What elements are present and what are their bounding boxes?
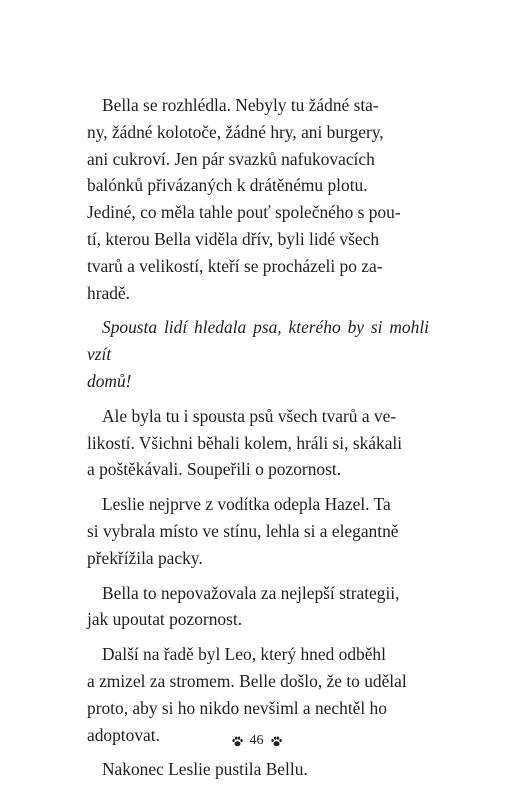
paragraph-3: Ale byla tu i spousta psů všech tvarů a ve- likostí. Všichni běhali kolem, hráli si, skákali a poštěkávali. Soupeřili o pozornost. bbox=[87, 405, 403, 480]
paragraph-5: Bella to nepovažovala za nejlepší strategii, jak upoutat pozornost. bbox=[87, 582, 400, 630]
paw-print-icon bbox=[270, 735, 283, 748]
page-number: 46 bbox=[249, 733, 264, 748]
paragraph-2: Spousta lidí hledala psa, kterého by si mohli vzít domů! bbox=[87, 317, 429, 391]
page-footer bbox=[0, 733, 513, 749]
paragraph-4: Leslie nejprve z vodítka odepla Hazel. Ta si vybrala místo ve stínu, lehla si a elegantně překřížila packy. bbox=[87, 494, 399, 568]
page-body bbox=[87, 92, 429, 791]
paragraph-1: Bella se rozhlédla. Nebyly tu žádné sta- ny, žádné kolotoče, žádné hry, ani burgery, ani cukroví. Jen pár svazků nafukovacích balónků přivázaných k drátěnému plotu. Jediné, co měla tahle pouť společného s pou- tí, kterou Bella viděla dřív, byli lidé všech tvarů a velikostí, kteří se procházeli po za- hradě. bbox=[87, 95, 401, 303]
paragraph-6: Další na řadě byl Leo, který hned odběhl a zmizel za stromem. Belle došlo, že to udělal proto, aby si ho nikdo nevšiml a nechtěl ho adoptovat. bbox=[87, 644, 407, 745]
paw-print-icon bbox=[231, 735, 244, 748]
paragraph-7: Nakonec Leslie pustila Bellu. bbox=[102, 759, 308, 780]
